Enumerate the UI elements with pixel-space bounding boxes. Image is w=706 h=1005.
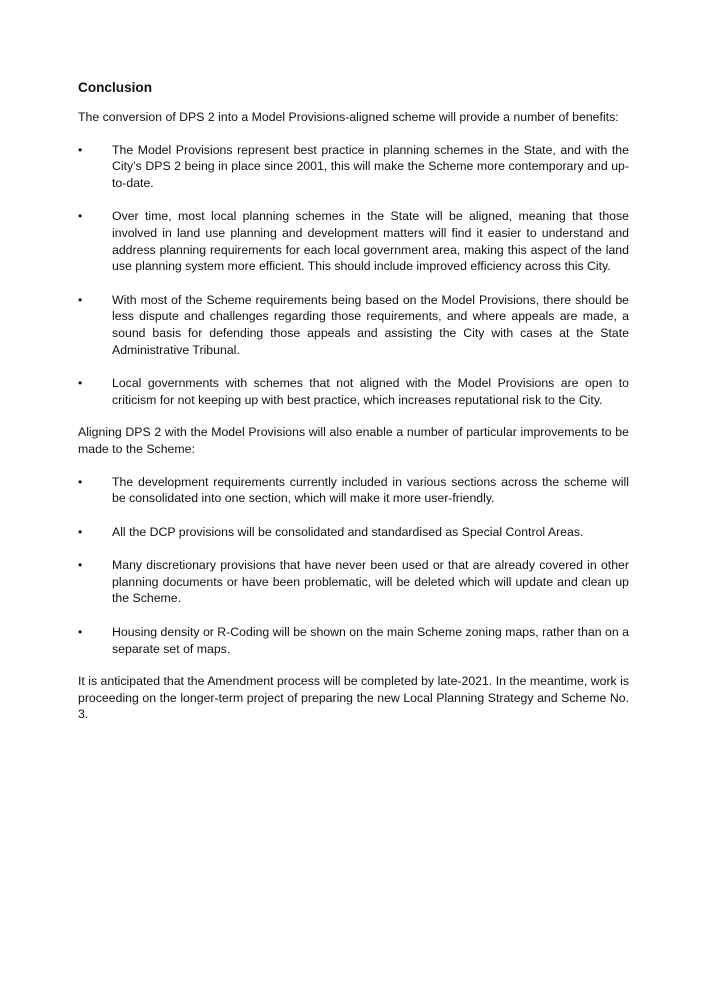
list-item [78, 142, 629, 192]
intro-paragraph: The conversion of DPS 2 into a Model Provisions-aligned scheme will provide a number of benefits: [78, 110, 619, 124]
bullet-icon: • [78, 209, 83, 224]
list-item-text: All the DCP provisions will be consolidated and standardised as Special Control Areas. [112, 524, 584, 539]
bullet-icon: • [78, 292, 83, 307]
benefits-list [78, 142, 629, 409]
bullet-icon: • [78, 474, 83, 489]
bullet-icon: • [78, 142, 83, 157]
list-item-text: Housing density or R-Coding will be shown on the main Scheme zoning maps, rather than on a separate set of maps. [112, 625, 629, 656]
list-item [78, 474, 629, 507]
bullet-icon: • [78, 524, 83, 539]
list-item [78, 208, 629, 274]
bullet-icon: • [78, 625, 83, 640]
list-item [78, 557, 629, 607]
improvements-intro-paragraph: Aligning DPS 2 with the Model Provisions will also enable a number of particular improvements to be made to the Scheme: [78, 425, 629, 456]
list-item [78, 375, 629, 408]
list-item [78, 292, 629, 358]
list-item-text: Over time, most local planning schemes in the State will be aligned, meaning that those involved in land use planning and development matters will find it easier to understand and address planning requirements for each local government area, making this aspect of the land use planning system more efficient. This should include improved efficiency across this City. [112, 209, 629, 274]
bullet-icon: • [78, 558, 83, 573]
improvements-list [78, 474, 629, 658]
list-item-text: Many discretionary provisions that have never been used or that are already covered in other planning documents or have been problematic, will be deleted which will update and clean up the Scheme. [112, 558, 629, 606]
list-item-text: With most of the Scheme requirements being based on the Model Provisions, there should be less dispute and challenges regarding those requirements, and where appeals are made, a sound basis for defending those appeals and assisting the City with cases at the State Administrative Tribunal. [112, 292, 629, 357]
list-item [78, 524, 629, 541]
list-item-text: Local governments with schemes that not aligned with the Model Provisions are open to criticism for not keeping up with best practice, which increases reputational risk to the City. [112, 376, 629, 407]
bullet-icon: • [78, 376, 83, 391]
list-item [78, 624, 629, 657]
list-item-text: The development requirements currently included in various sections across the scheme will be consolidated into one section, which will make it more user-friendly. [112, 474, 629, 506]
section-heading: Conclusion [78, 80, 153, 95]
closing-paragraph: It is anticipated that the Amendment process will be completed by late-2021. In the meantime, work is proceeding on the longer-term project of preparing the new Local Planning Strategy and Scheme No. 3. [78, 674, 629, 722]
list-item-text: The Model Provisions represent best practice in planning schemes in the State, and with the City’s DPS 2 being in place since 2001, this will make the Scheme more contemporary and up-to-date. [112, 142, 629, 190]
